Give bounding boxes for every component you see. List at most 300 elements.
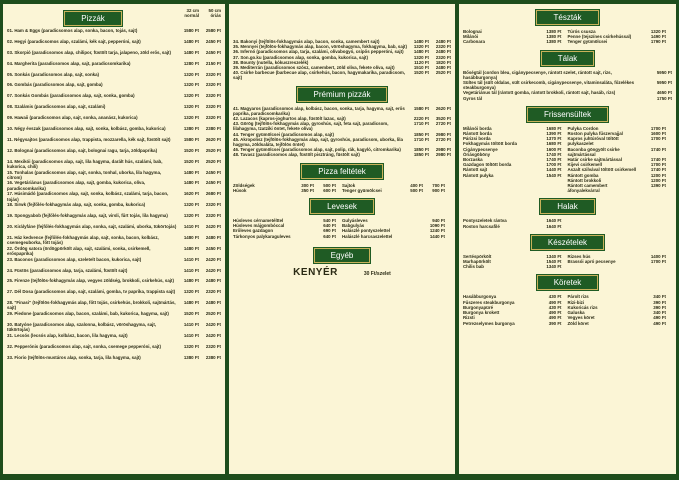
item-name: Óriásgöböny [463, 151, 491, 157]
item-name: Párizsi borda [463, 136, 491, 142]
item-name: Tárkonyos palykaraguleves [233, 233, 291, 239]
pizzak-header [3, 8, 225, 26]
item-name: 34. Bakonyi (tejfölös-fokhagymás alap, bacon, sonka, camembert sajt) [233, 39, 380, 44]
item-name: Burgonyapüré [463, 304, 494, 310]
menu-item [3, 126, 225, 137]
item-name: 37. Son.go.ku (paradicsomos alap, sonka, gomba, kukorica, sajt) [233, 54, 368, 60]
item-price: 2320 Ft [205, 93, 221, 99]
menu-panel-right [459, 4, 676, 474]
menu-item [3, 93, 225, 104]
item-name: 02. Hegyi (paradicsomos alap, szalámi, kék sajt, pepperóni, sajt) [7, 38, 141, 44]
item-price: 2420 Ft [205, 267, 221, 273]
item-price: 2320 Ft [205, 82, 221, 88]
menu-item [459, 80, 676, 90]
menu-item [3, 72, 225, 83]
item-name: 05. Sonkás (paradicsomos alap, sajt, sonka) [7, 71, 99, 77]
item-price: 640 Ft [323, 223, 336, 229]
item-name: 30. Batyóne (paradicsomos alap, szalonna, kolbász, vöröshagyma, sajt, tükörtojás) [7, 322, 157, 333]
feltetek-table [229, 183, 455, 193]
menu-item [3, 191, 225, 202]
item-price: 1320 Ft [183, 343, 199, 349]
item-name: Rántott borda [463, 131, 492, 137]
item-price: 390 Ft [653, 299, 666, 305]
menu-item [3, 257, 225, 268]
item-price: 1740 Ft [546, 151, 562, 157]
item-price: 1540 Ft [546, 172, 562, 178]
item-name: 39. Mediterrán (paradicsomos szósz, camembert, zöld olíva, fekete olíva, sajt) [233, 65, 395, 71]
item-name: Burgonya krokett [463, 310, 500, 316]
item-price: 5950 Ft [656, 80, 672, 86]
item-name: Tenger gyümölcsei [567, 39, 608, 45]
item-price: 1120 Ft [414, 59, 429, 65]
item-name: Babgulyás [342, 223, 365, 229]
item-name: Vegetáriánus tál (rántott gomba, rántott brokkoli, rántott sajt, hasáb, rizs) [463, 90, 616, 96]
menu-item [3, 159, 225, 170]
item-price: 1740 Ft [546, 157, 562, 163]
item-price: 540 Ft [323, 218, 336, 224]
item-price: 2320 Ft [435, 44, 451, 50]
item-name: Fűszeres steakburgonya [463, 299, 515, 305]
item-name: 01. Ham & Eggs (paradicsomos alap, sonka, bacon, tojás, sajt) [7, 28, 138, 33]
item-price: 1740 Ft [650, 157, 666, 163]
item-price: 1400 Ft [650, 253, 666, 259]
item-name: Rántott brokkoli [567, 177, 602, 183]
menu-item [229, 70, 455, 80]
item-price: 2480 Ft [205, 234, 221, 240]
item-name: Rántott camembert áfonyalekvárral [567, 183, 608, 194]
item-name: Rántott sajt [463, 167, 488, 173]
size-normal-label: 32 cm normál [184, 8, 199, 18]
item-price: 490 Ft [653, 315, 666, 321]
item-price: 1200 Ft [650, 177, 666, 183]
item-name: 16. Vegetáriánus (paradicsomos alap, sajt, gomba, kukorica, olíva, paradicsomkarika) [7, 180, 146, 191]
item-name: Baconba göngyölt csirke sajtmártással [567, 146, 620, 157]
levesek-title: Levesek [310, 199, 374, 214]
item-price: 2320 Ft [205, 202, 221, 208]
item-name: 31. Lecsós (lecsós alap, kolbász, bacon, lila hagyma, sajt) [7, 332, 128, 338]
item-price: 340 Ft [653, 294, 666, 300]
item-name: Petrezselymes burgonya [463, 320, 515, 326]
menu-item [3, 235, 225, 246]
item-price: 1480 Ft [183, 278, 199, 284]
item-name: Halászlé harcsaszelettel [342, 233, 393, 239]
menu-item [3, 115, 225, 126]
item-name: Párolt rizs [567, 294, 589, 300]
item-name: Sertéspörkölt [463, 253, 492, 259]
size-large-label: 50 cm óriás [208, 8, 221, 18]
item-name: 17. Húsimádó (paradicsomos alap, sajt, sonka, kolbász, szalámi, tarja, bacon, tojás) [7, 191, 169, 202]
menu-item [3, 170, 225, 181]
item-price: 1320 Ft [183, 202, 199, 208]
menu-panel-left [3, 4, 225, 474]
item-price: 2680 Ft [205, 191, 221, 197]
item-price: 2320 Ft [205, 115, 221, 121]
koretek-title: Köretek [537, 275, 599, 290]
item-price: 1740 Ft [650, 146, 666, 152]
item-name: Zöld köret [567, 320, 589, 326]
item-price: 1320 Ft [183, 213, 199, 219]
item-price: 1480 Ft [183, 234, 199, 240]
item-price: 2450 Ft [205, 169, 221, 175]
menu-item [3, 202, 225, 213]
item-price: 1320 Ft [413, 54, 429, 60]
item-name: Hasábburgonya [463, 294, 497, 300]
item-price: 1480 Ft [183, 169, 199, 175]
item-name: Kijevi csirkemell [567, 162, 602, 168]
item-name: 27. Dél Dosa (paradicsomos alap, sajt, szalámi, gomba, tv paprika, trappista sajt) [7, 289, 176, 295]
item-price: 2420 Ft [205, 256, 221, 262]
item-price: 1520 Ft [183, 158, 199, 164]
item-price: 1580 Ft [413, 105, 429, 111]
item-price: 1480 Ft [183, 300, 199, 306]
item-name: Rántott gomba [567, 172, 599, 178]
menu-item [3, 300, 225, 311]
item-name: Sajtok [342, 182, 356, 188]
item-price: 2480 Ft [435, 49, 451, 55]
item-name: 40. Csirke barbecue (barbecue alap, csirkehús, bacon, hagymakarika, paradicsom, sajt) [233, 70, 406, 81]
premium-title: Prémium pizzák [297, 87, 388, 102]
menu-item [3, 355, 225, 366]
item-price: 2520 Ft [205, 158, 221, 164]
item-name: 46. Tenger gyümölcsei (paradicsomos alap, sajt, polip, rák, kagyló, citromkarika) [233, 147, 401, 153]
item-price: 2320 Ft [205, 104, 221, 110]
menu-item [3, 289, 225, 300]
item-price: 640 Ft [323, 233, 336, 239]
menu-item [342, 188, 451, 193]
menu-item [3, 104, 225, 115]
item-price: 1520 Ft [183, 311, 199, 317]
keszetelek-title: Készételek [531, 235, 604, 250]
item-price: 1410 Ft [183, 322, 199, 328]
item-name: 44. Tenger gyümölcsei (paradicsomos alap, sajt) [233, 131, 334, 137]
item-price: 390 Ft [653, 304, 666, 310]
menu-item [3, 137, 225, 148]
menu-item [3, 82, 225, 93]
item-name: Rizses hús [567, 253, 591, 259]
egyeb-title: Egyéb [314, 248, 371, 263]
menu-item [3, 322, 225, 333]
item-name: 15. Tonhalas (paradicsomos alap, sajt, sonka, tonhal, uborka, lila hagyma, citrom) [7, 169, 162, 180]
item-price: 1380 Ft [183, 354, 199, 360]
item-price: 700 Ft [432, 182, 445, 188]
menu-item [3, 28, 225, 39]
item-price: 5950 Ft [656, 69, 672, 75]
menu-item [3, 213, 225, 224]
item-name: 03. Skorpió (paradicsomos alap, chilipor, füstölt tarja, jalapeno, zöld erős, sajt) [7, 49, 171, 55]
levesek-table [229, 218, 455, 239]
item-price: 1390 Ft [546, 131, 562, 137]
menu-item [3, 333, 225, 344]
item-price: 350 Ft [301, 187, 314, 193]
item-price: 2320 Ft [205, 71, 221, 77]
item-price: 2420 Ft [205, 332, 221, 338]
egyeb-row [229, 267, 455, 278]
item-name: Vegyes köret [567, 315, 595, 321]
item-price: 1580 Ft [183, 28, 199, 33]
feltetek-title: Pizza feltétek [301, 164, 383, 179]
item-name: 22. Ördög satora (ördögpörkölt alap, sajt, szalámi, sonka, csirkemell, erőspaprika) [7, 245, 151, 257]
item-name: 12. Bolognai (paradicsomos alap, sajt, bolognai ragu, tarja, zöldpaprika) [7, 147, 158, 153]
item-price: 2480 Ft [205, 300, 221, 306]
item-price: 490 Ft [548, 310, 562, 316]
item-price: 600 Ft [323, 187, 336, 193]
item-name: 11. Négysajtos (paradicsomos alap, trappista, mozzarella, kék sajt, füstölt sajt) [7, 136, 171, 142]
menu-item [463, 224, 568, 229]
item-price: 1640 Ft [546, 218, 562, 224]
item-price: 1700 Ft [650, 162, 666, 168]
item-price: 1340 Ft [546, 264, 562, 270]
menu-item [3, 278, 225, 289]
item-name: Gyros tál [463, 95, 483, 101]
item-price: 1540 Ft [546, 259, 562, 265]
item-name: Fokhagymás töltött borda [463, 141, 517, 147]
menu-item [568, 321, 673, 326]
item-price: 2420 Ft [205, 322, 221, 328]
item-name: Chilis bab [463, 264, 484, 270]
item-name: Roston harcsafilé [463, 223, 500, 229]
item-price: 1200 Ft [650, 172, 666, 178]
menu-item [568, 183, 673, 193]
item-name: Húsleves májgombóccal [233, 223, 285, 229]
item-price: 940 Ft [432, 218, 445, 224]
item-price: 2450 Ft [205, 49, 221, 55]
menu-item [3, 224, 225, 235]
item-price: 1410 Ft [183, 332, 199, 338]
item-price: 1480 Ft [183, 38, 199, 44]
item-price: 2320 Ft [205, 213, 221, 219]
item-price: 2520 Ft [435, 70, 451, 76]
item-name: Bőségtál (cordon bleu, cigánypecsenye, rántott szelet, rántott sajt, rizs, hasábburgonya) [463, 69, 612, 80]
menu-item [3, 180, 225, 191]
item-price: 490 Ft [548, 299, 562, 305]
menu-item [463, 39, 568, 44]
item-name: Tenger gyümölcsei [342, 187, 382, 193]
item-price: 1700 Ft [650, 136, 666, 142]
item-price: 1410 Ft [183, 256, 199, 262]
item-name: Milánói [463, 34, 479, 40]
menu-item [3, 246, 225, 257]
item-name: Galuska [567, 310, 585, 316]
item-name: Sültes tál (sült oldalas, sült csirkecomb, cigánypecsenye, vitaminsaláta, főzelékes steakburgonya) [463, 80, 635, 91]
menu-item [568, 39, 673, 44]
item-price: 1390 Ft [650, 183, 666, 189]
item-price: 2450 Ft [205, 245, 221, 251]
item-name: 33. Fiorio (tejfölös-mustáros alap, sonka, tarja, lila hagyma, sajt) [7, 354, 141, 360]
item-price: 340 Ft [653, 310, 666, 316]
item-name: 29. Piedone (paradicsomos alap, bacon, szalámi, bab, kukorica, hagyma, sajt) [7, 311, 169, 317]
item-price: 490 Ft [653, 320, 666, 326]
item-price: 1480 Ft [183, 49, 199, 55]
item-name: Carbonara [463, 39, 485, 45]
item-price: 1480 Ft [183, 180, 199, 186]
item-name: Milánói borda [463, 125, 492, 131]
item-price: 1090 Ft [429, 223, 445, 229]
item-price: 2520 Ft [205, 147, 221, 153]
item-name: Kapros juhtúróval töltött pulykaszelet [567, 136, 619, 147]
item-name: 19. Spongyabob (fejfőlés-fokhagymás alap, sajt, virsli, fűrt tojás, lila hagyma) [7, 213, 168, 219]
item-price: 690 Ft [323, 228, 336, 234]
item-price: 1710 Ft [413, 136, 429, 142]
item-name: 14. Mexikói (paradicsomos alap, sajt, lila hagyma, darált hús, szalámi, bab, kukorica, chili) [7, 158, 163, 169]
item-name: 23. Baconos (paradicsomos alap, szeletelt bacon, kukorica, sajt) [7, 256, 142, 262]
item-price: 1750 Ft [656, 95, 672, 101]
item-name: Határ csirke sajtmártással [567, 157, 622, 163]
menu-item [568, 147, 673, 157]
item-price: 1790 Ft [650, 39, 666, 45]
item-price: 1240 Ft [429, 228, 445, 234]
item-name: 32. Pepperónis (paradicsomos alap, sajt, sonka, csemege pepperóni, sajt) [7, 343, 161, 349]
item-name: 24. Füstös (paradicsomos alap, tarja, szalámi, füstölt sajt) [7, 267, 128, 273]
item-price: 2620 Ft [205, 136, 221, 142]
item-name: 38. Bounty (nutella, kókuszreszelék) [233, 59, 309, 65]
menu-item [229, 106, 455, 116]
item-price: 2320 Ft [435, 54, 451, 60]
item-price: 1320 Ft [183, 82, 199, 88]
item-price: 2380 Ft [205, 354, 221, 360]
menu-item [3, 344, 225, 355]
item-price: 2320 Ft [205, 343, 221, 349]
item-price: 1380 Ft [546, 39, 562, 45]
item-price: 1490 Ft [650, 34, 666, 40]
item-price: 1410 Ft [183, 224, 199, 230]
item-price: 390 Ft [548, 320, 562, 326]
item-name: 04. Margherita (paradicsomos alap, sajt, paradicsomkarika) [7, 60, 131, 66]
item-price: 2220 Ft [413, 116, 429, 122]
item-name: Erőleves gazdagon [233, 228, 274, 234]
item-price: 2150 Ft [205, 60, 221, 66]
menu-item [463, 321, 568, 326]
item-price: 2480 Ft [435, 39, 451, 44]
item-price: 430 Ft [548, 294, 562, 300]
item-price: 1380 Ft [183, 126, 199, 132]
item-price: 430 Ft [548, 304, 562, 310]
item-price: 1320 Ft [183, 289, 199, 295]
item-name: Kukoricás rizs [567, 304, 598, 310]
item-name: Halászlé pontyszelettel [342, 228, 391, 234]
item-price: 1320 Ft [183, 104, 199, 110]
item-name: 10. Négy évszak (paradicsomos alap, sajt, sonka, kolbász, gomba, kukorica) [7, 126, 166, 132]
item-name: Gazdagon töltött borda [463, 162, 512, 168]
item-price: 490 Ft [548, 315, 562, 321]
item-name: Brassói apró pecsenye [567, 259, 616, 265]
item-price: 1680 Ft [546, 125, 562, 131]
item-price: 1320 Ft [183, 93, 199, 99]
item-name: 08. Szalámis (paradicsomos alap, sajt, szalámi) [7, 104, 106, 110]
item-name: 07. Sonkás Gombás (paradicsomos alap, sajt, sonka, gomba) [7, 93, 135, 99]
item-price: 1380 Ft [546, 34, 562, 40]
menu-item [3, 268, 225, 279]
item-price: 2380 Ft [205, 126, 221, 132]
item-price: 1700 Ft [650, 259, 666, 265]
item-price: 1320 Ft [413, 44, 429, 50]
item-price: 2420 Ft [205, 224, 221, 230]
premium-list [229, 106, 455, 158]
item-price: 500 Ft [410, 187, 423, 193]
item-name: Rántott pulyka [463, 172, 494, 178]
item-name: Gulyásleves [342, 218, 368, 224]
item-name: 28. "Finasi" (tejfölös-fokhagymás alap, főtt tojás, csirkehús, brokkoli, sajtmártás, sajt) [7, 300, 176, 311]
item-price: 1600 Ft [546, 146, 562, 152]
menu-item [3, 311, 225, 322]
menu-item [568, 259, 673, 264]
item-price: 400 Ft [410, 182, 423, 188]
item-price: 1710 Ft [413, 121, 429, 127]
item-price: 1340 Ft [546, 253, 562, 259]
item-price: 2980 Ft [435, 131, 451, 137]
menu-item [229, 121, 455, 131]
item-price: 4650 Ft [656, 90, 672, 96]
item-price: 2620 Ft [435, 105, 451, 111]
tesztak-title: Tészták [536, 10, 598, 25]
item-price: 1580 Ft [183, 136, 199, 142]
item-price: 1410 Ft [183, 267, 199, 273]
menu-item [463, 264, 568, 269]
item-price: 1680 Ft [546, 141, 562, 147]
item-price: 300 Ft [301, 182, 314, 188]
item-price: 1320 Ft [183, 115, 199, 121]
item-name: 48. Tavasz (paradicsomos alap, füstölt pisztráng, füstölt sajt) [233, 152, 360, 158]
menu-item [229, 152, 455, 157]
item-price: 1520 Ft [183, 147, 199, 153]
item-price: 2450 Ft [205, 38, 221, 44]
menu-item [459, 96, 676, 101]
menu-item [3, 148, 225, 159]
menu-item [3, 39, 225, 50]
item-price: 1820 Ft [435, 59, 451, 65]
item-price: 2580 Ft [205, 28, 221, 33]
item-price: 1320 Ft [183, 71, 199, 77]
item-name: Roston pulyka fűszervajjal [567, 131, 623, 137]
menu-panel-middle [229, 4, 455, 474]
item-price: 1380 Ft [546, 29, 562, 34]
menu-item [233, 188, 342, 193]
item-name: Cigánypecsenye [463, 146, 498, 152]
talak-title: Tálak [541, 51, 595, 66]
item-price: 1740 Ft [650, 167, 666, 173]
item-price: 2980 Ft [435, 147, 451, 153]
item-price: 1440 Ft [546, 167, 562, 173]
item-price: 1640 Ft [546, 223, 562, 229]
item-price: 2320 Ft [205, 289, 221, 295]
item-name: Túrós csusza [567, 29, 596, 34]
item-price: 1480 Ft [413, 49, 429, 55]
item-name: 18. Sirwk (fejfőlés-fokhagymás alap, sajt, sonka, gomba, kukorica) [7, 202, 146, 208]
pizzak-list-continued [229, 39, 455, 81]
item-name: 45. Akropolisz (tejfölös-fokhagymás alap, sajt, gyroshús, paradicsom, uborka, lila hagyma, zöldsaláta, tejfölös öntet) [233, 136, 403, 148]
item-name: Húsok [233, 187, 247, 193]
item-price: 1280 Ft [183, 60, 199, 66]
menu-item [459, 70, 676, 80]
item-name: Pontyszeletek rántva [463, 218, 507, 224]
item-price: 2520 Ft [205, 311, 221, 317]
menu-item [3, 50, 225, 61]
item-name: 25. Firenze (tejfölös-fokhagymás alap, vegyes zöldség, brokkoli, csirkehús, sajt) [7, 278, 174, 284]
item-name: 09. Hawaii (paradicsomos alap, sajt, sonka, ananász, kukorica) [7, 115, 138, 121]
item-name: Bolognai [463, 29, 482, 34]
item-price: 1850 Ft [413, 147, 429, 153]
item-price: 1520 Ft [413, 70, 429, 76]
item-name: 42. Lazacos (kapros-joghurtos alap, füstölt lazac, sajt) [233, 116, 346, 122]
item-price: 1320 Ft [650, 29, 666, 34]
item-price: 1440 Ft [429, 233, 445, 239]
menu-item [342, 234, 451, 239]
item-price: 1700 Ft [546, 162, 562, 168]
item-price: 500 Ft [323, 182, 336, 188]
halak-title: Halak [540, 199, 594, 214]
menu-item [233, 234, 342, 239]
item-name: Pulyka Cordon [567, 125, 599, 131]
item-name: Aszalt szilvával töltött csirkemell [567, 167, 637, 173]
